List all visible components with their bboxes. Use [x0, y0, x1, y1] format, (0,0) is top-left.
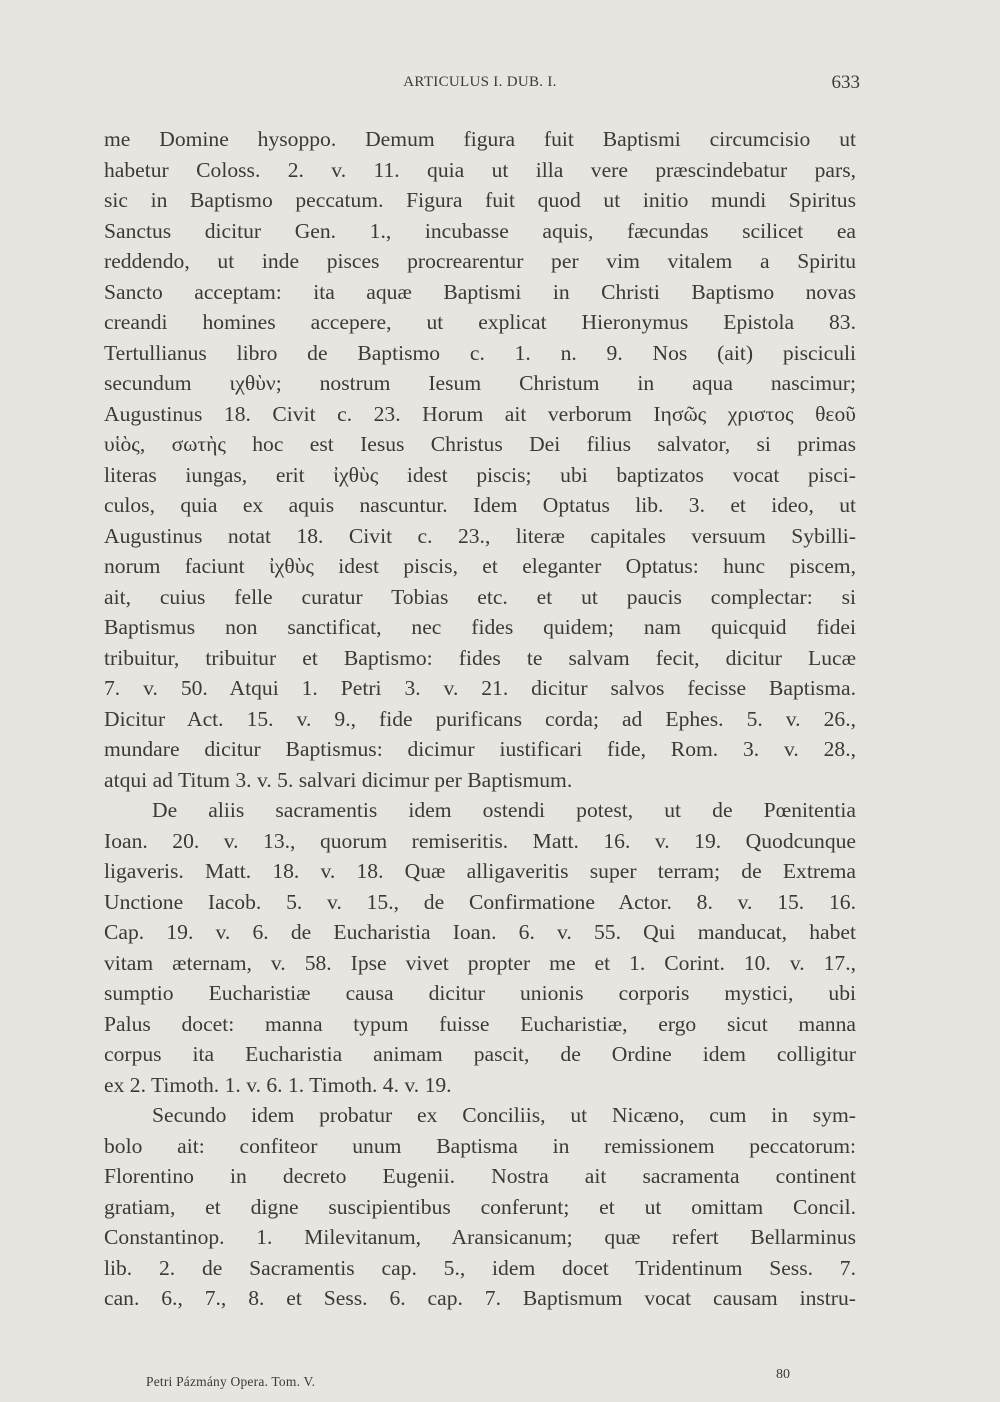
- text-line: vitam æternam, v. 58. Ipse vivet propter me et 1. Corint. 10. v. 17.,: [104, 950, 856, 975]
- sheet-number: 80: [776, 1367, 790, 1382]
- text-line: Baptismus non sanctificat, nec fides quidem; nam quicquid fidei: [104, 615, 856, 639]
- text-line: corpus ita Eucharistia animam pascit, de Ordine idem colligitur: [104, 1042, 856, 1066]
- text-line: norum faciunt ἰχθὺς idest piscis, et eleganter Optatus: hunc piscem,: [104, 554, 856, 578]
- text-line: atqui ad Titum 3. v. 5. salvari dicimur per Baptismum.: [104, 767, 573, 792]
- text-line: tribuitur, tribuitur et Baptismo: fides te salvam fecit, dicitur Lucæ: [104, 645, 856, 670]
- text-line: ex 2. Timoth. 1. v. 6. 1. Timoth. 4. v. 19.: [104, 1072, 452, 1097]
- text-line: Constantinop. 1. Milevitanum, Aransicanum; quæ refert Bellarminus: [104, 1225, 856, 1249]
- text-line: 7. v. 50. Atqui 1. Petri 3. v. 21. dicitur salvos fecisse Baptisma.: [104, 676, 856, 700]
- running-head: ARTICULUS I. DUB. I.: [403, 74, 557, 90]
- text-line: me Domine hysoppo. Demum figura fuit Baptismi circumcisio ut: [104, 127, 856, 151]
- footer-signature: Petri Pázmány Opera. Tom. V.: [146, 1374, 316, 1389]
- text-line: ait, cuius felle curatur Tobias etc. et ut paucis complectar: si: [104, 584, 856, 609]
- text-line: bolo ait: confiteor unum Baptisma in remissionem peccatorum:: [104, 1133, 856, 1158]
- text-line: υἱὸς, σωτὴς hoc est Iesus Christus Dei filius salvator, si primas: [104, 432, 856, 456]
- text-line: Sancto acceptam: ita aquæ Baptismi in Christi Baptismo novas: [104, 279, 856, 304]
- text-line: Tertullianus libro de Baptismo c. 1. n. 9. Nos (ait) pisciculi: [104, 340, 856, 365]
- text-line: Augustinus notat 18. Civit c. 23., literæ capitales versuum Sybilli-: [104, 523, 856, 548]
- text-line: Secundo idem probatur ex Conciliis, ut Nicæno, cum in sym-: [152, 1103, 856, 1127]
- text-line: mundare dicitur Baptismus: dicimur iustificari fide, Rom. 3. v. 28.,: [104, 737, 856, 761]
- text-line: Cap. 19. v. 6. de Eucharistia Ioan. 6. v. 55. Qui manducat, habet: [104, 920, 856, 944]
- text-line: De aliis sacramentis idem ostendi potest, ut de Pœnitentia: [152, 798, 856, 822]
- text-line: habetur Coloss. 2. v. 11. quia ut illa vere præscindebatur pars,: [104, 157, 856, 182]
- body-text: [104, 124, 856, 1314]
- text-line: secundum ιχθὺν; nostrum Iesum Christum in aqua nascimur;: [104, 371, 856, 395]
- text-line: sumptio Eucharistiæ causa dicitur unionis corporis mystici, ubi: [104, 981, 856, 1005]
- page-number: 633: [831, 72, 860, 93]
- text-line: Unctione Iacob. 5. v. 15., de Confirmatione Actor. 8. v. 15. 16.: [104, 889, 856, 914]
- text-line: gratiam, et digne suscipientibus conferunt; et ut omittam Concil.: [104, 1194, 856, 1219]
- text-line: sic in Baptismo peccatum. Figura fuit quod ut initio mundi Spiritus: [104, 188, 856, 212]
- text-line: Ioan. 20. v. 13., quorum remiseritis. Matt. 16. v. 19. Quodcunque: [104, 828, 856, 853]
- text-line: Florentino in decreto Eugenii. Nostra ait sacramenta continent: [104, 1164, 856, 1188]
- text-line: Palus docet: manna typum fuisse Eucharistiæ, ergo sicut manna: [104, 1011, 856, 1036]
- text-line: Augustinus 18. Civit c. 23. Horum ait verborum Ιησῶς χριστος θεοῦ: [104, 401, 856, 426]
- text-line: literas iungas, erit ἰχθὺς idest piscis; ubi baptizatos vocat pisci-: [104, 462, 856, 487]
- text-line: reddendo, ut inde pisces procrearentur per vim vitalem a Spiritu: [104, 249, 856, 273]
- page-header: [100, 74, 860, 102]
- text-line: can. 6., 7., 8. et Sess. 6. cap. 7. Baptismum vocat causam instru-: [104, 1286, 856, 1310]
- text-line: creandi homines accepere, ut explicat Hieronymus Epistola 83.: [104, 310, 856, 334]
- text-line: lib. 2. de Sacramentis cap. 5., idem docet Tridentinum Sess. 7.: [104, 1255, 856, 1280]
- text-line: culos, quia ex aquis nascuntur. Idem Optatus lib. 3. et ideo, ut: [104, 493, 856, 517]
- text-line: Sanctus dicitur Gen. 1., incubasse aquis, fæcundas scilicet ea: [104, 218, 856, 243]
- text-line: ligaveris. Matt. 18. v. 18. Quæ alligaveritis super terram; de Extrema: [104, 859, 856, 883]
- text-line: Dicitur Act. 15. v. 9., fide purificans corda; ad Ephes. 5. v. 26.,: [104, 706, 856, 731]
